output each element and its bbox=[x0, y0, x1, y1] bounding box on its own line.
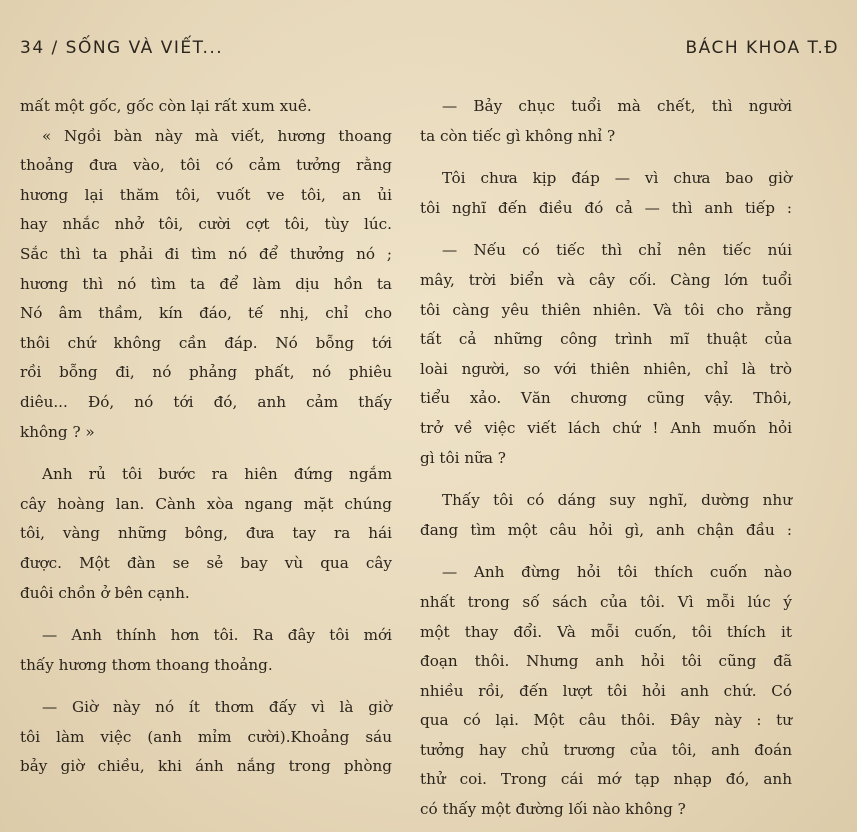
text-line: có thấy một đường lối nào không ? bbox=[420, 800, 686, 819]
text-line: thử coi. Trong cái mớ tạp nhạp đó, anh bbox=[420, 770, 792, 789]
text-line: — Giờ này nó ít thơm đấy vì là giờ bbox=[42, 698, 392, 717]
text-line: thôi chứ không cần đáp. Nó bỗng tới bbox=[20, 333, 392, 352]
text-line: mất một gốc, gốc còn lại rất xum xuê. bbox=[20, 97, 312, 115]
text-line: tưởng hay chủ trương của tôi, anh đoán bbox=[420, 740, 792, 759]
text-line: cây hoàng lan. Cành xòa ngang mặt chúng bbox=[20, 494, 392, 513]
left-text-column bbox=[20, 92, 392, 782]
text-line: nhất trong số sách của tôi. Vì mỗi lúc ý bbox=[420, 592, 792, 611]
page-number-and-title: 34 / SỐNG VÀ VIẾT... bbox=[20, 38, 224, 58]
text-line: đuôi chồn ở bên cạnh. bbox=[20, 583, 190, 602]
text-line: Tôi chưa kịp đáp — vì chưa bao giờ bbox=[442, 169, 792, 188]
text-line: qua có lại. Một câu thôi. Đây này : tư bbox=[420, 711, 792, 730]
text-line: tôi, vàng những bông, đưa tay ra hái bbox=[20, 524, 392, 543]
paragraph-gap bbox=[420, 151, 792, 164]
text-line: tôi càng yêu thiên nhiên. Và tôi cho rằng bbox=[420, 300, 792, 319]
text-line: — Bảy chục tuổi mà chết, thì người bbox=[442, 97, 792, 115]
text-line: không ? » bbox=[20, 422, 95, 441]
text-line: mây, trời biển và cây cối. Càng lớn tuổi bbox=[420, 270, 792, 289]
text-line: hương lại thăm tôi, vuốt ve tôi, an ủi bbox=[20, 185, 392, 204]
text-line: tất cả những công trình mĩ thuật của bbox=[420, 330, 792, 349]
text-line: Anh rủ tôi bước ra hiên đứng ngắm bbox=[42, 465, 392, 484]
text-line: bảy giờ chiều, khi ánh nắng trong phòng bbox=[20, 757, 392, 776]
text-line: — Anh đừng hỏi tôi thích cuốn nào bbox=[442, 563, 792, 582]
text-line: — Nếu có tiếc thì chỉ nên tiếc núi bbox=[442, 241, 792, 260]
text-line: thấy hương thơm thoang thoảng. bbox=[20, 655, 273, 674]
text-line: đang tìm một câu hỏi gì, anh chận đầu : bbox=[420, 520, 792, 539]
text-line: Nó âm thầm, kín đáo, tế nhị, chỉ cho bbox=[20, 304, 392, 323]
paragraph-gap bbox=[420, 545, 792, 558]
magazine-title: BÁCH KHOA T.Đ bbox=[685, 38, 839, 58]
text-line: « Ngồi bàn này mà viết, hương thoang bbox=[42, 126, 392, 145]
text-line: loài người, so với thiên nhiên, chỉ là trò bbox=[420, 359, 792, 378]
text-line: tôi nghĩ đến điều đó cả — thì anh tiếp : bbox=[420, 198, 792, 217]
text-line: được. Một đàn se sẻ bay vù qua cây bbox=[20, 553, 392, 572]
text-line: trở về việc viết lách chứ ! Anh muốn hỏi bbox=[420, 418, 792, 437]
paragraph-gap bbox=[20, 680, 392, 693]
paragraph-gap bbox=[420, 473, 792, 486]
text-line: gì tôi nữa ? bbox=[420, 448, 506, 467]
text-line: rồi bỗng đi, nó phảng phất, nó phiêu bbox=[20, 363, 392, 382]
text-line: Thấy tôi có dáng suy nghĩ, dường như bbox=[442, 491, 792, 510]
text-line: nhiều rồi, đến lượt tôi hỏi anh chứ. Có bbox=[420, 681, 792, 700]
paragraph-gap bbox=[20, 447, 392, 460]
text-line: đoạn thôi. Nhưng anh hỏi tôi cũng đã bbox=[420, 652, 792, 671]
text-line: tiểu xảo. Văn chương cũng vậy. Thôi, bbox=[420, 389, 792, 408]
text-line: tôi làm việc (anh mỉm cười).Khoảng sáu bbox=[20, 727, 392, 746]
running-header bbox=[20, 38, 839, 68]
text-line: hay nhắc nhở tôi, cười cợt tôi, tùy lúc. bbox=[20, 215, 392, 234]
paragraph-gap bbox=[20, 608, 392, 621]
text-line: ta còn tiếc gì không nhỉ ? bbox=[420, 126, 616, 145]
text-line: thoảng đưa vào, tôi có cảm tưởng rằng bbox=[20, 156, 392, 175]
text-line: một thay đổi. Và mỗi cuốn, tôi thích it bbox=[420, 622, 792, 641]
text-line: hương thì nó tìm ta để làm dịu hồn ta bbox=[20, 274, 392, 293]
right-text-column bbox=[420, 92, 792, 825]
text-line: diêu... Đó, nó tới đó, anh cảm thấy bbox=[20, 392, 392, 411]
text-line: Sắc thì ta phải đi tìm nó để thưởng nó ; bbox=[20, 244, 392, 263]
paragraph-gap bbox=[420, 223, 792, 236]
text-line: — Anh thính hơn tôi. Ra đây tôi mới bbox=[42, 626, 392, 645]
